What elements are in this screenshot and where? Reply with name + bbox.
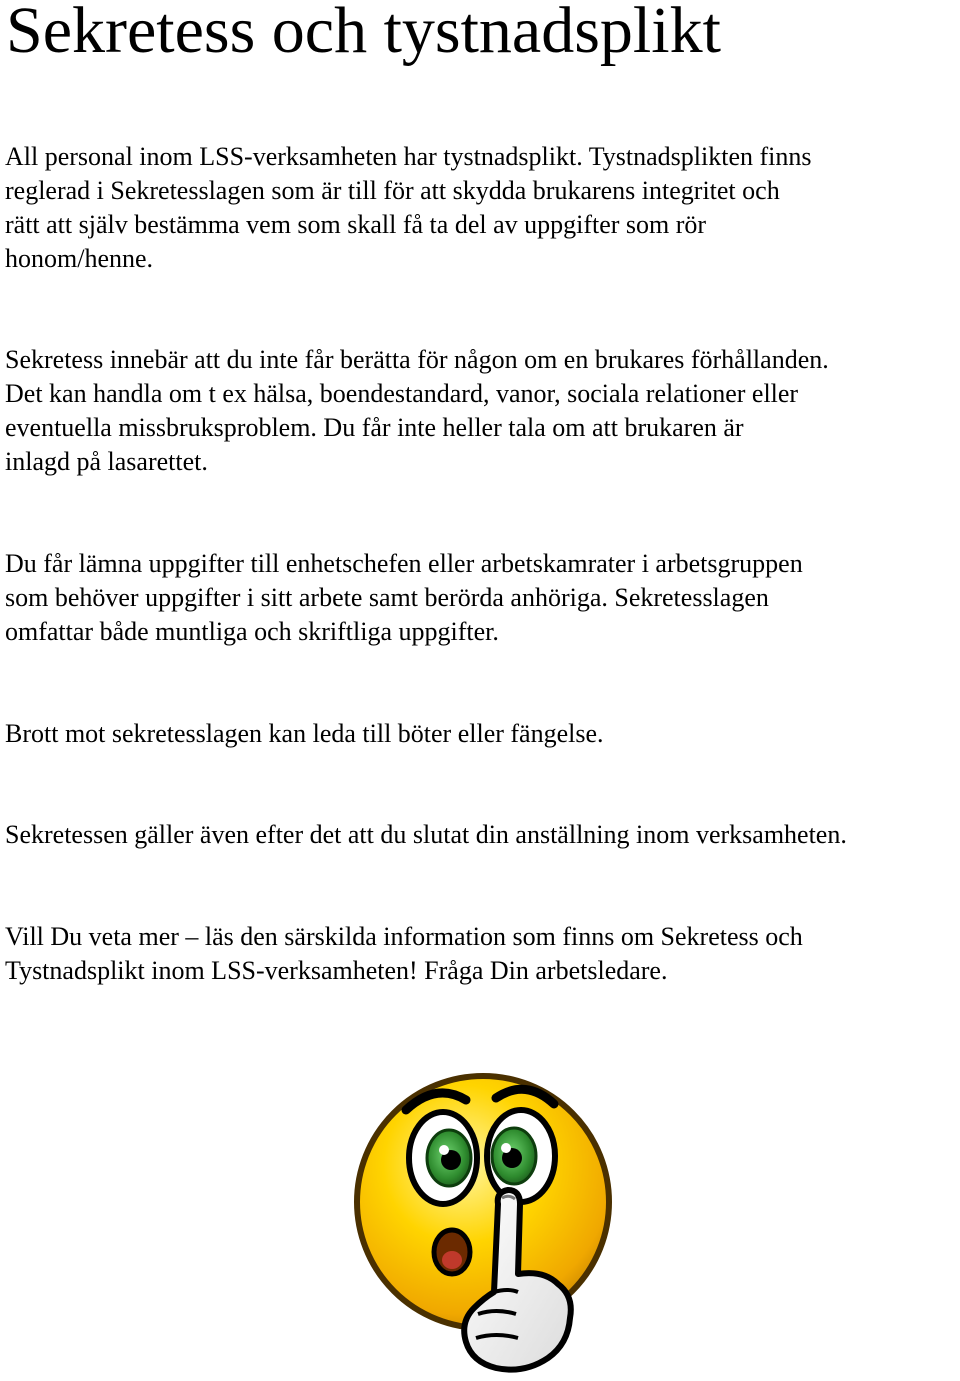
text-line: inlagd på lasarettet. xyxy=(5,447,208,476)
text-line: Vill Du veta mer – läs den särskilda information som finns om Sekretess och xyxy=(5,922,803,951)
paragraph-more-info xyxy=(5,920,803,988)
text-line: Tystnadsplikt inom LSS-verksamheten! Fråga Din arbetsledare. xyxy=(5,956,668,985)
paragraph-secrecy-meaning xyxy=(5,343,829,479)
text-line: Du får lämna uppgifter till enhetschefen eller arbetskamrater i arbetsgruppen xyxy=(5,549,803,578)
text-line: Sekretessen gäller även efter det att du slutat din anställning inom verksamheten. xyxy=(5,820,847,849)
text-line: som behöver uppgifter i sitt arbete samt berörda anhöriga. Sekretesslagen xyxy=(5,583,769,612)
paragraph-allowed-sharing xyxy=(5,547,803,649)
text-line: Brott mot sekretesslagen kan leda till böter eller fängelse. xyxy=(5,719,604,748)
text-line: All personal inom LSS-verksamheten har tystnadsplikt. Tystnadsplikten finns xyxy=(5,142,812,171)
paragraph-penalty xyxy=(5,717,604,751)
text-line: Det kan handla om t ex hälsa, boendestandard, vanor, sociala relationer eller xyxy=(5,379,799,408)
text-line: rätt att själv bestämma vem som skall få ta del av uppgifter som rör xyxy=(5,210,707,239)
shushing-smiley-icon xyxy=(348,1052,618,1381)
text-line: eventuella missbruksproblem. Du får inte heller tala om att brukaren är xyxy=(5,413,744,442)
paragraph-after-employment xyxy=(5,818,847,852)
page-title: Sekretess och tystnadsplikt xyxy=(6,0,721,67)
paragraph-confidentiality-intro xyxy=(5,140,812,276)
text-line: honom/henne. xyxy=(5,244,154,273)
text-line: omfattar både muntliga och skriftliga uppgifter. xyxy=(5,617,499,646)
text-line: Sekretess innebär att du inte får berätta för någon om en brukares förhållanden. xyxy=(5,345,829,374)
text-line: reglerad i Sekretesslagen som är till för att skydda brukarens integritet och xyxy=(5,176,780,205)
